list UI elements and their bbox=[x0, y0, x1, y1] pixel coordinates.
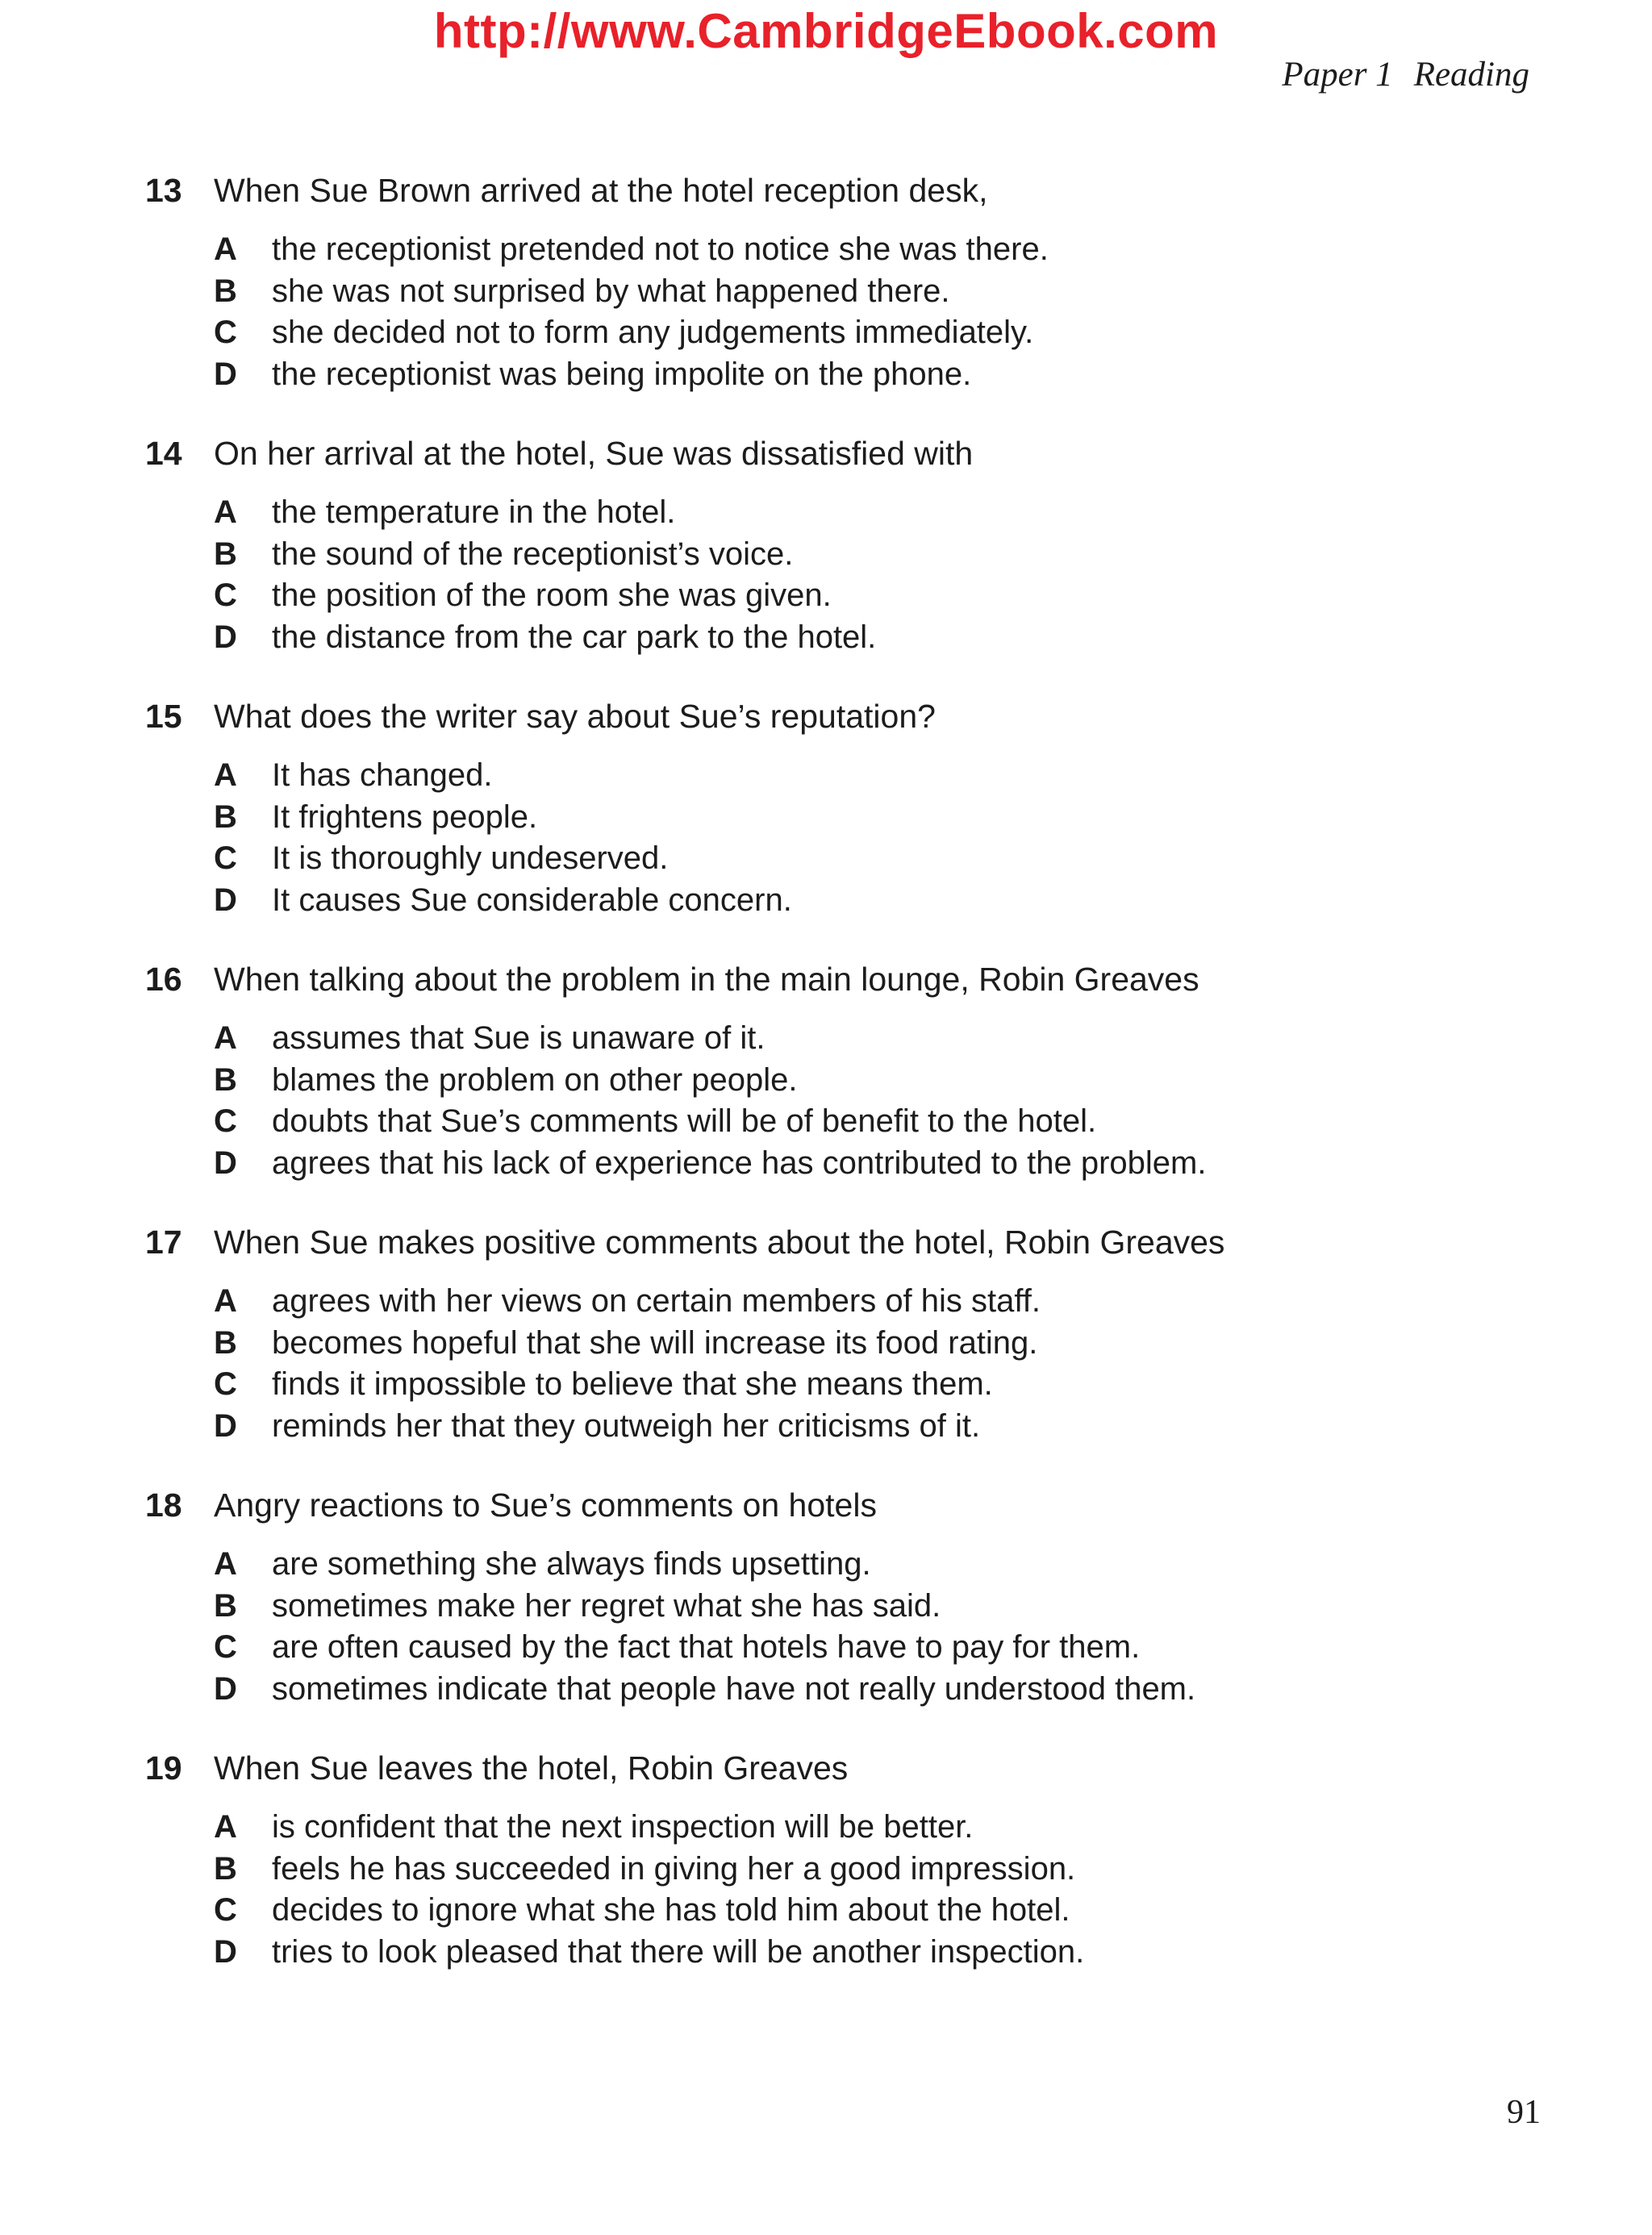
question-15 bbox=[145, 694, 1516, 921]
option-text: the temperature in the hotel. bbox=[272, 494, 676, 530]
question-text: When Sue makes positive comments about the hotel, Robin Greaves bbox=[214, 1224, 1225, 1261]
option-letter: A bbox=[214, 1020, 237, 1056]
question-stem bbox=[145, 694, 1516, 739]
option-d bbox=[214, 1669, 1516, 1711]
option-list bbox=[214, 1281, 1516, 1447]
option-text: It causes Sue considerable concern. bbox=[272, 882, 792, 918]
question-list bbox=[145, 168, 1516, 2008]
option-letter: C bbox=[214, 1103, 237, 1139]
option-letter: D bbox=[214, 1933, 237, 1970]
option-text: doubts that Sue’s comments will be of benefit to the hotel. bbox=[272, 1103, 1097, 1139]
option-text: is confident that the next inspection will be better. bbox=[272, 1809, 974, 1845]
option-c bbox=[214, 312, 1516, 354]
option-letter: A bbox=[214, 231, 237, 267]
option-letter: B bbox=[214, 1061, 237, 1098]
question-stem bbox=[145, 168, 1516, 213]
option-a bbox=[214, 755, 1516, 797]
option-c bbox=[214, 1101, 1516, 1143]
question-number: 14 bbox=[145, 435, 182, 472]
option-letter: D bbox=[214, 1145, 237, 1181]
option-letter: C bbox=[214, 1366, 237, 1402]
option-text: decides to ignore what she has told him about the hotel. bbox=[272, 1892, 1070, 1928]
option-letter: B bbox=[214, 1850, 237, 1887]
option-text: she was not surprised by what happened there. bbox=[272, 273, 950, 309]
question-stem bbox=[145, 1220, 1516, 1265]
question-text: On her arrival at the hotel, Sue was dissatisfied with bbox=[214, 435, 974, 472]
option-a bbox=[214, 1544, 1516, 1586]
option-list bbox=[214, 755, 1516, 921]
question-stem bbox=[145, 957, 1516, 1002]
option-letter: C bbox=[214, 315, 237, 350]
question-stem bbox=[145, 1482, 1516, 1528]
option-letter: C bbox=[214, 1629, 237, 1665]
option-b bbox=[214, 271, 1516, 313]
option-a bbox=[214, 1018, 1516, 1060]
option-text: agrees that his lack of experience has contributed to the problem. bbox=[272, 1145, 1207, 1181]
question-number: 19 bbox=[145, 1749, 182, 1787]
option-text: sometimes make her regret what she has said. bbox=[272, 1587, 941, 1624]
question-number: 16 bbox=[145, 961, 182, 998]
option-letter: C bbox=[214, 578, 237, 613]
option-b bbox=[214, 534, 1516, 576]
option-text: becomes hopeful that she will increase its food rating. bbox=[272, 1324, 1038, 1361]
option-text: the receptionist was being impolite on the phone. bbox=[272, 356, 972, 392]
option-text: tries to look pleased that there will be another inspection. bbox=[272, 1933, 1085, 1970]
option-text: assumes that Sue is unaware of it. bbox=[272, 1020, 766, 1056]
paper-label: Paper 1 bbox=[1282, 56, 1393, 94]
question-text: What does the writer say about Sue’s reputation? bbox=[214, 698, 936, 735]
option-c bbox=[214, 1627, 1516, 1669]
option-c bbox=[214, 1364, 1516, 1406]
option-b bbox=[214, 1586, 1516, 1628]
option-b bbox=[214, 1323, 1516, 1365]
option-text: are often caused by the fact that hotels have to pay for them. bbox=[272, 1629, 1141, 1665]
option-letter: D bbox=[214, 1407, 237, 1444]
option-text: the position of the room she was given. bbox=[272, 578, 832, 613]
option-text: the receptionist pretended not to notice she was there. bbox=[272, 231, 1049, 267]
option-letter: B bbox=[214, 1324, 237, 1361]
option-letter: A bbox=[214, 1546, 237, 1582]
option-letter: C bbox=[214, 1892, 237, 1928]
question-stem bbox=[145, 431, 1516, 476]
option-c bbox=[214, 1890, 1516, 1932]
option-letter: D bbox=[214, 1670, 237, 1707]
option-text: she decided not to form any judgements immediately. bbox=[272, 315, 1034, 350]
option-d bbox=[214, 1406, 1516, 1448]
question-text: When Sue leaves the hotel, Robin Greaves bbox=[214, 1749, 849, 1787]
option-d bbox=[214, 880, 1516, 922]
question-text: Angry reactions to Sue’s comments on hotels bbox=[214, 1487, 877, 1524]
option-letter: A bbox=[214, 1283, 237, 1319]
option-b bbox=[214, 1060, 1516, 1102]
option-letter: D bbox=[214, 356, 237, 392]
option-a bbox=[214, 492, 1516, 534]
question-number: 15 bbox=[145, 698, 182, 735]
question-18 bbox=[145, 1482, 1516, 1710]
option-b bbox=[214, 797, 1516, 839]
option-letter: B bbox=[214, 536, 237, 572]
option-text: finds it impossible to believe that she means them. bbox=[272, 1366, 993, 1402]
question-number: 17 bbox=[145, 1224, 182, 1261]
option-d bbox=[214, 617, 1516, 659]
option-text: blames the problem on other people. bbox=[272, 1061, 798, 1098]
option-b bbox=[214, 1849, 1516, 1891]
option-letter: B bbox=[214, 799, 237, 835]
option-text: are something she always finds upsetting. bbox=[272, 1546, 871, 1582]
option-text: feels he has succeeded in giving her a good impression. bbox=[272, 1850, 1076, 1887]
option-letter: C bbox=[214, 840, 237, 876]
option-list bbox=[214, 229, 1516, 395]
option-d bbox=[214, 354, 1516, 396]
question-19 bbox=[145, 1745, 1516, 1973]
running-head bbox=[1282, 55, 1529, 94]
option-a bbox=[214, 1807, 1516, 1849]
option-list bbox=[214, 1544, 1516, 1710]
option-letter: B bbox=[214, 273, 237, 309]
option-list bbox=[214, 1807, 1516, 1973]
option-letter: D bbox=[214, 882, 237, 918]
option-letter: B bbox=[214, 1587, 237, 1624]
option-a bbox=[214, 229, 1516, 271]
option-text: It has changed. bbox=[272, 757, 493, 793]
option-c bbox=[214, 575, 1516, 617]
question-17 bbox=[145, 1220, 1516, 1447]
option-text: reminds her that they outweigh her criticisms of it. bbox=[272, 1407, 981, 1444]
question-number: 18 bbox=[145, 1487, 182, 1524]
section-label: Reading bbox=[1413, 56, 1529, 94]
option-text: the distance from the car park to the hotel. bbox=[272, 619, 877, 655]
question-text: When talking about the problem in the main lounge, Robin Greaves bbox=[214, 961, 1199, 998]
option-text: agrees with her views on certain members of his staff. bbox=[272, 1283, 1041, 1319]
question-13 bbox=[145, 168, 1516, 395]
option-letter: A bbox=[214, 494, 237, 530]
question-14 bbox=[145, 431, 1516, 658]
option-d bbox=[214, 1143, 1516, 1185]
option-letter: A bbox=[214, 757, 237, 793]
option-text: It frightens people. bbox=[272, 799, 538, 835]
question-text: When Sue Brown arrived at the hotel reception desk, bbox=[214, 172, 988, 209]
option-c bbox=[214, 838, 1516, 880]
option-text: the sound of the receptionist’s voice. bbox=[272, 536, 794, 572]
option-letter: D bbox=[214, 619, 237, 655]
option-a bbox=[214, 1281, 1516, 1323]
option-text: sometimes indicate that people have not really understood them. bbox=[272, 1670, 1196, 1707]
question-16 bbox=[145, 957, 1516, 1184]
option-text: It is thoroughly undeserved. bbox=[272, 840, 669, 876]
option-letter: A bbox=[214, 1809, 237, 1845]
question-number: 13 bbox=[145, 172, 182, 209]
option-list bbox=[214, 492, 1516, 658]
option-d bbox=[214, 1932, 1516, 1974]
watermark-url: http://www.CambridgeEbook.com bbox=[433, 4, 1219, 58]
question-stem bbox=[145, 1745, 1516, 1791]
option-list bbox=[214, 1018, 1516, 1184]
page-number: 91 bbox=[1507, 2094, 1541, 2131]
